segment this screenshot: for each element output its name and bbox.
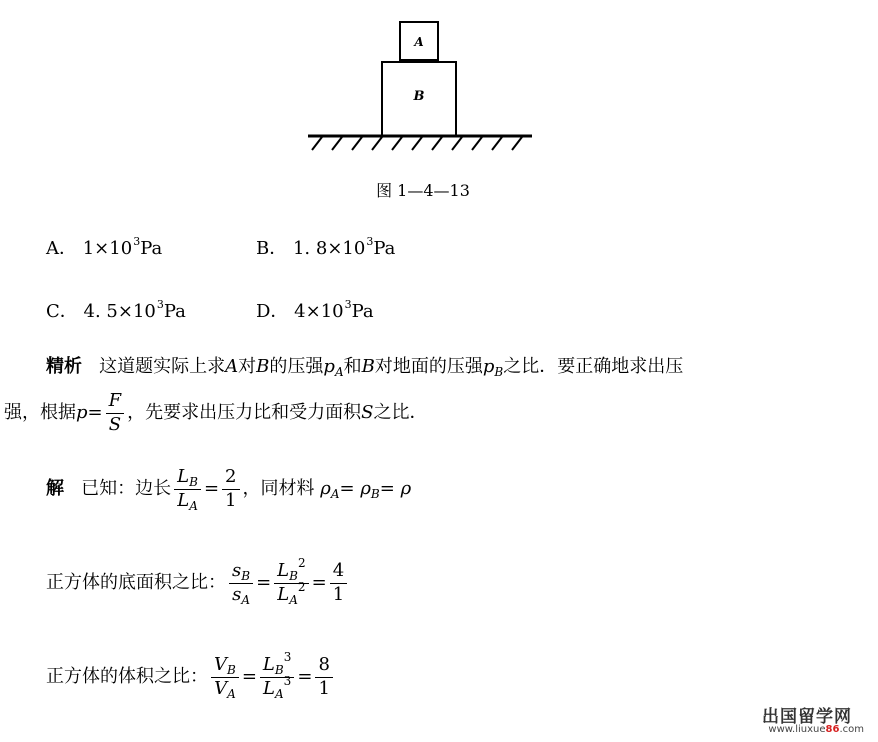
area-ratio: 正方体的底面积之比： $\frac{s_B}{s_A}$ = $\frac{L_B^2}{L_A^2}$ = $\frac{4}{1}$ <box>46 560 350 606</box>
watermark-url: www.liuxue86.com <box>768 724 864 735</box>
option-b: B． 1. $8\times 10^3Pa$ <box>256 235 396 259</box>
watermark-title: 出国留学网 <box>762 707 852 727</box>
option-d: D． $4\times 10^3Pa$ <box>256 298 374 322</box>
block-diagram <box>300 14 540 154</box>
figure-caption: 图 1—4—13 <box>376 181 470 200</box>
volume-l-fraction: $\frac{L_B^3}{L_A^3}$ <box>260 654 294 700</box>
analysis-heading: 精析 <box>46 356 82 377</box>
solution-known: 解 已知：边长 $\frac{L_B}{L_A}$ = $\frac{2}{1}$ ，同材料 $\rho_A= \rho_B= \rho$ <box>46 466 412 513</box>
pressure-formula-fraction: $\frac{F}{S}$ <box>106 390 125 436</box>
option-a: A． $1\times 10^3Pa$ <box>46 235 163 259</box>
area-s-fraction: $\frac{s_B}{s_A}$ <box>229 560 253 606</box>
block-b-label: B <box>413 89 425 104</box>
volume-value-fraction: $\frac{8}{1}$ <box>315 654 332 700</box>
analysis-line-1: 精析 这道题实际上求A对B的压强$p_A$和B对地面的压强$p_B$之比．要正确地求出压 <box>46 356 684 379</box>
ground-hatching <box>312 137 522 150</box>
block-a-label: A <box>414 35 424 49</box>
volume-ratio: 正方体的体积之比： $\frac{V_B}{V_A}$ = $\frac{L_B^3}{L_A^3}$ = $\frac{8}{1}$ <box>46 654 336 700</box>
side-ratio-fraction: $\frac{L_B}{L_A}$ <box>174 466 201 512</box>
option-c: C． 4. $5\times 10^3Pa$ <box>46 298 186 322</box>
volume-v-fraction: $\frac{V_B}{V_A}$ <box>211 654 239 700</box>
solution-heading: 解 <box>46 478 64 499</box>
area-value-fraction: $\frac{4}{1}$ <box>330 560 347 606</box>
analysis-line-2: 强，根据p= $\frac{F}{S}$ ，先要求出压力比和受力面积S之比． <box>4 390 428 435</box>
area-l-fraction: $\frac{L_B^2}{L_A^2}$ <box>274 560 308 606</box>
side-ratio-value: $\frac{2}{1}$ <box>222 466 239 512</box>
